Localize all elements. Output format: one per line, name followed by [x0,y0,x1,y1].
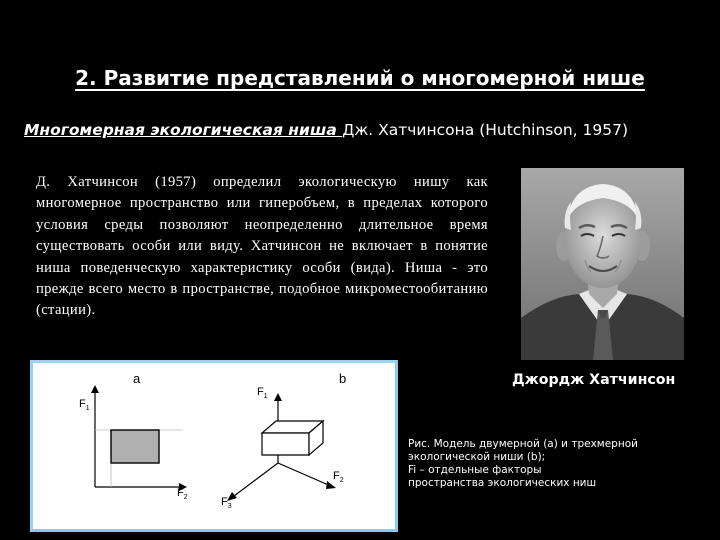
b-f3-axis [230,463,278,499]
subtitle-emphasis: Многомерная экологическая ниша [24,121,343,139]
figure-caption-line: Рис. Модель двумерной (a) и трехмерной [408,438,638,450]
svg-text:F1 [257,386,268,400]
niche-model-diagram [33,363,395,529]
portrait-photo [521,168,684,360]
figure-caption-line: пространства экологических ниш [408,477,597,489]
slide-title: 2. Развитие представлений о многомерной нише [75,66,645,90]
b-f2-subscript: 2 [339,477,344,484]
figure-caption-line: экологической ниши (b); [408,451,546,463]
b-f2-axis [278,463,333,487]
description-paragraph: Д. Хатчинсон (1957) определил экологическую нишу как многомерное пространство или гиперобъем, в пределах которого условия среды позволяют неопределенно длительное время существовать особи или виду. Хатчинсон не включает в понятие ниша поведенческую характеристику особи (вида). Ниша - это прежде всего место в пространстве, подобное микроместообитанию (стации). [36,174,488,319]
figure-caption-line: Fi – отдельные факторы [408,464,542,476]
a-niche-rectangle [111,430,159,463]
portrait-caption: Джордж Хатчинсон [512,372,676,388]
b-f3-label: F [221,496,228,508]
panel-a-2d-niche [79,385,188,501]
portrait-illustration [521,168,684,360]
a-f2-label: F [177,487,184,499]
a-f1-subscript: 1 [85,405,90,412]
a-f2-subscript: 2 [183,494,188,501]
b-f1-subscript: 1 [263,393,268,400]
slide-subtitle [24,121,714,139]
b-f2-arrowhead [326,481,336,489]
b-f1-label: F [257,386,264,398]
panel-b-3d-niche [221,386,344,510]
panel-b-label: b [339,371,347,386]
niche-model-figure [30,360,398,532]
svg-text:F2 [177,487,188,501]
a-y-arrowhead [91,385,99,393]
subtitle-text: Дж. Хатчинсона (Hutchinson, 1957) [342,121,629,139]
b-f1-arrowhead [274,393,282,401]
b-box-front [262,433,309,455]
b-f2-label: F [333,470,340,482]
panel-a-label: a [133,371,141,386]
a-f1-label: F [79,398,86,410]
b-f3-subscript: 3 [227,503,232,510]
figure-caption [408,438,708,490]
b-f3-arrowhead [227,492,237,501]
svg-text:F1 [79,398,90,412]
svg-text:F2 [333,470,344,484]
